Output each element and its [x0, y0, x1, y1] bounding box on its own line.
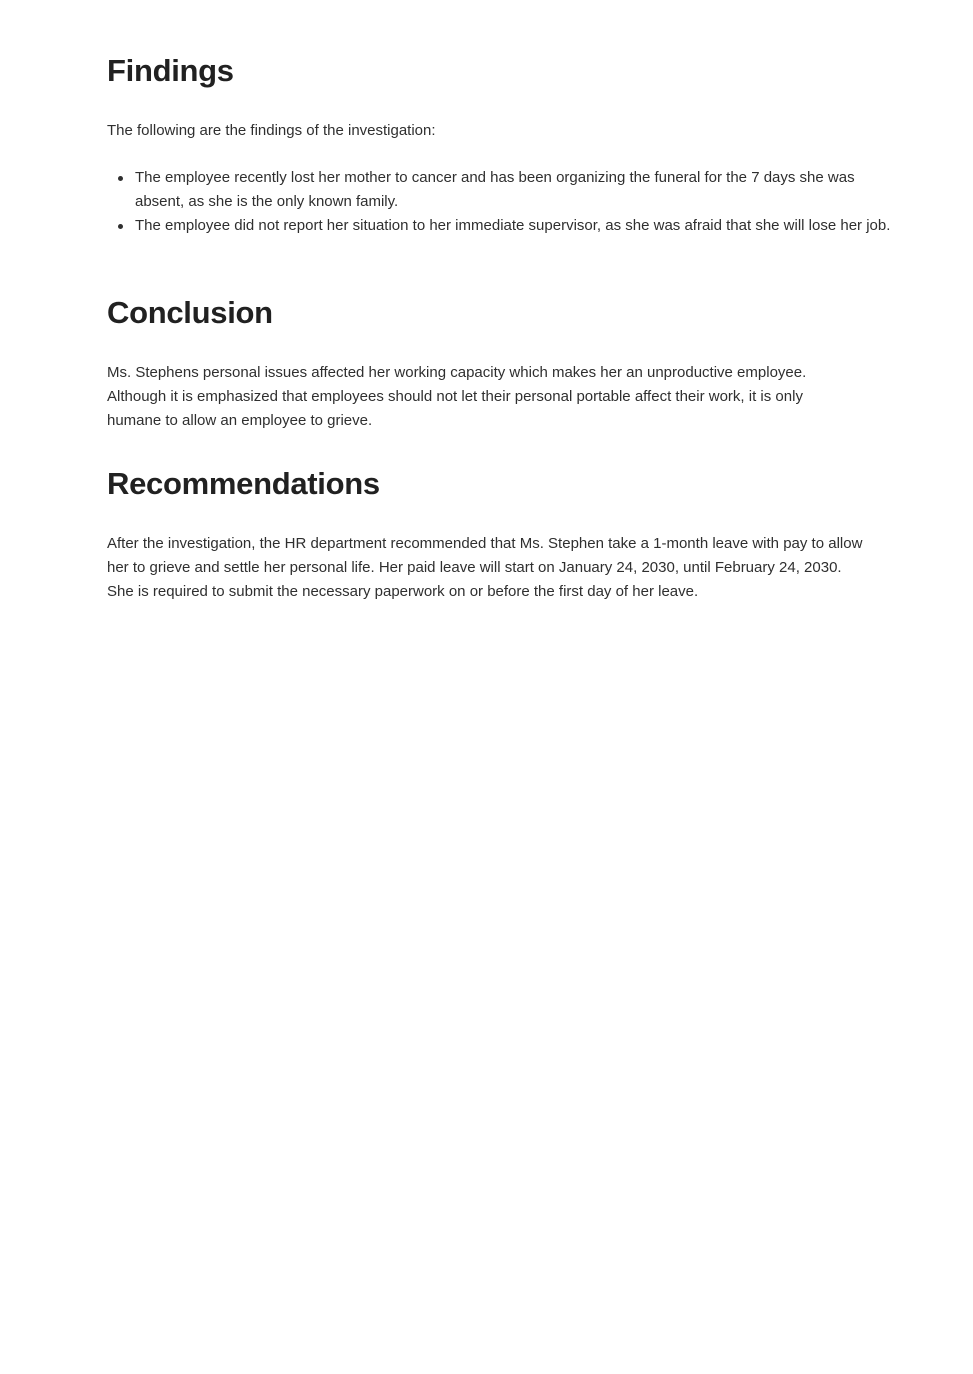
finding-text: The employee recently lost her mother to cancer and has been organizing the funeral for the 7 days she was absent, as she is the only known family.	[135, 169, 855, 210]
bullet-icon	[118, 224, 123, 229]
list-item	[135, 214, 897, 238]
findings-list	[107, 166, 897, 238]
list-item	[135, 166, 897, 214]
recommendations-text: After the investigation, the HR department recommended that Ms. Stephen take a 1-month leave with pay to allow her to grieve and settle her personal life. Her paid leave will start on January 24, 2030, until February 24, 2030. She is required to submit the necessary paperwork on or before the first day of her leave.	[107, 535, 863, 600]
bullet-icon	[118, 176, 123, 181]
finding-text: The employee did not report her situation to her immediate supervisor, as she was afraid that she will lose her job.	[135, 217, 891, 234]
conclusion-text: Ms. Stephens personal issues affected her working capacity which makes her an unproductive employee. Although it is emphasized that employees should not let their personal portable affect their work, it is only humane to allow an employee to grieve.	[107, 364, 807, 429]
findings-intro: The following are the findings of the investigation:	[107, 122, 436, 139]
conclusion-heading: Conclusion	[107, 295, 273, 330]
findings-heading: Findings	[107, 53, 234, 88]
recommendations-heading: Recommendations	[107, 466, 380, 501]
